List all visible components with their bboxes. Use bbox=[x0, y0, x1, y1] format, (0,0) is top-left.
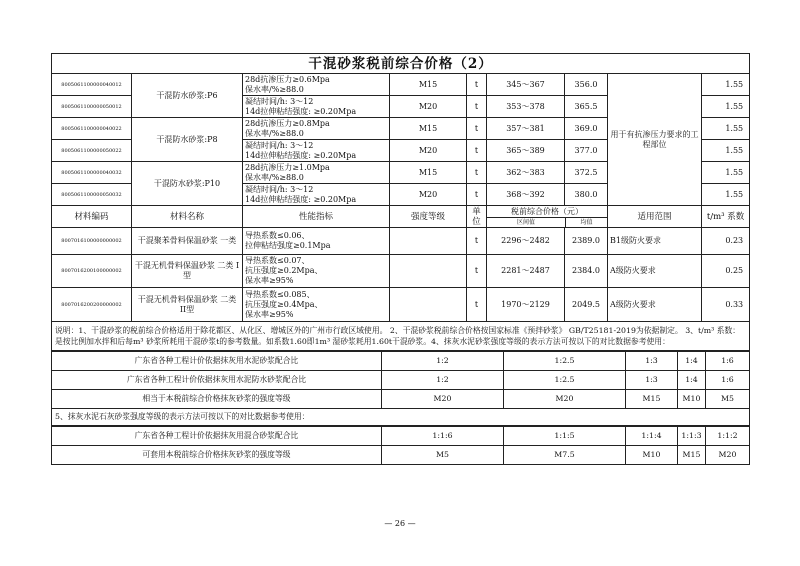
performance: 导热系数≤0.085、 抗压强度≥0.4Mpa、 保水率≥95% bbox=[243, 288, 390, 322]
grade: M20 bbox=[390, 184, 467, 206]
unit: t bbox=[467, 118, 487, 140]
performance: 凝结时间/h: 3～12 14d拉伸粘结强度: ≥0.20Mpa bbox=[243, 184, 390, 206]
factor: 0.33 bbox=[702, 288, 750, 322]
scope: B1级防火要求 bbox=[608, 228, 702, 255]
price-sheet bbox=[51, 53, 749, 465]
header-perf: 性能指标 bbox=[243, 206, 390, 228]
price-range: 2281～2487 bbox=[487, 255, 565, 288]
factor: 1.55 bbox=[702, 96, 750, 118]
ratio-cell: 1:2 bbox=[382, 352, 504, 371]
price-avg: 2389.0 bbox=[565, 228, 608, 255]
material-name: 干混防水砂浆:P8 bbox=[132, 118, 243, 162]
ratio-cell: M5 bbox=[706, 390, 750, 409]
material-code: 8005061100000040012 bbox=[52, 74, 132, 96]
material-name: 干混无机骨料保温砂浆 二类 II型 bbox=[132, 288, 243, 322]
unit: t bbox=[467, 288, 487, 322]
factor: 0.23 bbox=[702, 228, 750, 255]
material-name: 干混防水砂浆:P6 bbox=[132, 74, 243, 118]
grade: M15 bbox=[390, 118, 467, 140]
ratio-cell: 1:6 bbox=[706, 371, 750, 390]
material-name: 干混聚苯骨料保温砂浆 一类 bbox=[132, 228, 243, 255]
factor: 0.25 bbox=[702, 255, 750, 288]
grade: M20 bbox=[390, 140, 467, 162]
performance: 导热系数≤0.07、 抗压强度≥0.2Mpa、 保水率≥95% bbox=[243, 255, 390, 288]
ratio-label: 广东省各种工程计价依据抹灰用水泥防水砂浆配合比 bbox=[52, 371, 382, 390]
unit: t bbox=[467, 162, 487, 184]
material-code: 8005061100000050012 bbox=[52, 96, 132, 118]
ratio-cell: M10 bbox=[678, 390, 706, 409]
price-range: 357～381 bbox=[487, 118, 565, 140]
header-code: 材料编码 bbox=[52, 206, 132, 228]
price-avg: 2384.0 bbox=[565, 255, 608, 288]
grade: M15 bbox=[390, 162, 467, 184]
price-range: 365～389 bbox=[487, 140, 565, 162]
price-avg: 369.0 bbox=[565, 118, 608, 140]
ratio-cell: M20 bbox=[706, 446, 750, 465]
ratio-cell: 1:1:2 bbox=[706, 427, 750, 446]
ratio-cell: 1:1:6 bbox=[382, 427, 504, 446]
ratio-cell: 1:3 bbox=[626, 371, 678, 390]
factor: 1.55 bbox=[702, 184, 750, 206]
material-code: 8007016200200000002 bbox=[52, 288, 132, 322]
material-code: 8007016200100000002 bbox=[52, 255, 132, 288]
ratio-cell: 1:1:3 bbox=[678, 427, 706, 446]
price-range: 345～367 bbox=[487, 74, 565, 96]
ratio-cell: M15 bbox=[626, 390, 678, 409]
price-range: 2296～2482 bbox=[487, 228, 565, 255]
grade bbox=[390, 255, 467, 288]
material-code: 8005061100000050022 bbox=[52, 140, 132, 162]
price-avg: 372.5 bbox=[565, 162, 608, 184]
unit: t bbox=[467, 228, 487, 255]
performance: 28d抗渗压力≥0.8Mpa 保水率/%≥88.0 bbox=[243, 118, 390, 140]
unit: t bbox=[467, 140, 487, 162]
header-grade: 强度等级 bbox=[390, 206, 467, 228]
ratio-cell: 1:2.5 bbox=[504, 352, 626, 371]
header-factor: t/m³ 系数 bbox=[702, 206, 750, 228]
header-unit: 单位 bbox=[467, 206, 487, 228]
unit: t bbox=[467, 74, 487, 96]
performance: 28d抗渗压力≥1.0Mpa 保水率/%≥88.0 bbox=[243, 162, 390, 184]
page-number: — 26 — bbox=[384, 519, 416, 528]
price-avg: 2049.5 bbox=[565, 288, 608, 322]
ratio-cell: M15 bbox=[678, 446, 706, 465]
unit: t bbox=[467, 255, 487, 288]
ratio-cell: 1:6 bbox=[706, 352, 750, 371]
ratio-cell: M20 bbox=[504, 390, 626, 409]
grade bbox=[390, 228, 467, 255]
lime-ratio-table bbox=[51, 426, 750, 465]
table-title: 干混砂浆税前综合价格（2） bbox=[52, 54, 750, 74]
ratio-cell: M5 bbox=[382, 446, 504, 465]
performance: 导热系数≤0.06、 拉伸粘结强度≥0.1Mpa bbox=[243, 228, 390, 255]
ratio-cell: 1:1:5 bbox=[504, 427, 626, 446]
factor: 1.55 bbox=[702, 74, 750, 96]
price-range: 353～378 bbox=[487, 96, 565, 118]
section5-note: 5、抹灰水泥石灰砂浆强度等级的表示方法可按以下的对比数据参考使用： bbox=[52, 409, 750, 426]
performance: 凝结时间/h: 3～12 14d拉伸粘结强度: ≥0.20Mpa bbox=[243, 140, 390, 162]
grade: M20 bbox=[390, 96, 467, 118]
material-code: 8007016100000000002 bbox=[52, 228, 132, 255]
price-range: 362～383 bbox=[487, 162, 565, 184]
unit: t bbox=[467, 96, 487, 118]
ratio-label: 广东省各种工程计价依据抹灰用水泥砂浆配合比 bbox=[52, 352, 382, 371]
ratio-cell: 1:4 bbox=[678, 352, 706, 371]
material-code: 8005061100000040022 bbox=[52, 118, 132, 140]
price-range: 368～392 bbox=[487, 184, 565, 206]
price-table bbox=[51, 53, 750, 351]
ratio-cell: 1:2.5 bbox=[504, 371, 626, 390]
header-name: 材料名称 bbox=[132, 206, 243, 228]
material-name: 干混无机骨料保温砂浆 二类 I型 bbox=[132, 255, 243, 288]
factor: 1.55 bbox=[702, 118, 750, 140]
price-avg: 377.0 bbox=[565, 140, 608, 162]
ratio-cell: M10 bbox=[626, 446, 678, 465]
header-range: 区间值 bbox=[487, 218, 566, 227]
header-scope: 适用范围 bbox=[608, 206, 702, 228]
ratio-cell: 1:2 bbox=[382, 371, 504, 390]
ratio-cell: M20 bbox=[382, 390, 504, 409]
performance: 28d抗渗压力≥0.6Mpa 保水率/%≥88.0 bbox=[243, 74, 390, 96]
factor: 1.55 bbox=[702, 140, 750, 162]
price-range: 1970～2129 bbox=[487, 288, 565, 322]
ratio-label: 可套用本税前综合价格抹灰砂浆的强度等级 bbox=[52, 446, 382, 465]
price-avg: 380.0 bbox=[565, 184, 608, 206]
factor: 1.55 bbox=[702, 162, 750, 184]
header-price: 税前综合价格（元） 区间值 均值 bbox=[487, 206, 608, 228]
ratio-cell: M7.5 bbox=[504, 446, 626, 465]
ratio-cell: 1:1:4 bbox=[626, 427, 678, 446]
notes: 说明：1、干混砂浆的税前综合价格适用于除花都区、从化区、增城区外的广州市行政区域使用。 2、干混砂浆税前综合价格按国家标准《预拌砂浆》 GB/T25181-2019为依据制定。 3、t/m³ 系数：是按比例加水拌和后每m³ 砂浆所耗用干混砂浆t的参考数量。如系数1.60即1m³ 湿砂浆耗用1.60t干混砂浆。4、抹灰水泥砂浆强度等级的表示方法可按以下的对比数据参考使用： bbox=[52, 322, 750, 351]
material-code: 8005061100000050032 bbox=[52, 184, 132, 206]
price-avg: 365.5 bbox=[565, 96, 608, 118]
scope: 用于有抗渗压力要求的工程部位 bbox=[608, 74, 702, 206]
material-name: 干混防水砂浆:P10 bbox=[132, 162, 243, 206]
scope: A级防火要求 bbox=[608, 255, 702, 288]
scope: A级防火要求 bbox=[608, 288, 702, 322]
ratio-label: 广东省各种工程计价依据抹灰用混合砂浆配合比 bbox=[52, 427, 382, 446]
material-code: 8005061100000040032 bbox=[52, 162, 132, 184]
unit: t bbox=[467, 184, 487, 206]
ratio-label: 相当于本税前综合价格抹灰砂浆的强度等级 bbox=[52, 390, 382, 409]
price-avg: 356.0 bbox=[565, 74, 608, 96]
ratio-cell: 1:3 bbox=[626, 352, 678, 371]
grade bbox=[390, 288, 467, 322]
performance: 凝结时间/h: 3～12 14d拉伸粘结强度: ≥0.20Mpa bbox=[243, 96, 390, 118]
grade: M15 bbox=[390, 74, 467, 96]
ratio-cell: 1:4 bbox=[678, 371, 706, 390]
cement-ratio-table bbox=[51, 351, 750, 426]
header-avg: 均值 bbox=[580, 218, 593, 226]
